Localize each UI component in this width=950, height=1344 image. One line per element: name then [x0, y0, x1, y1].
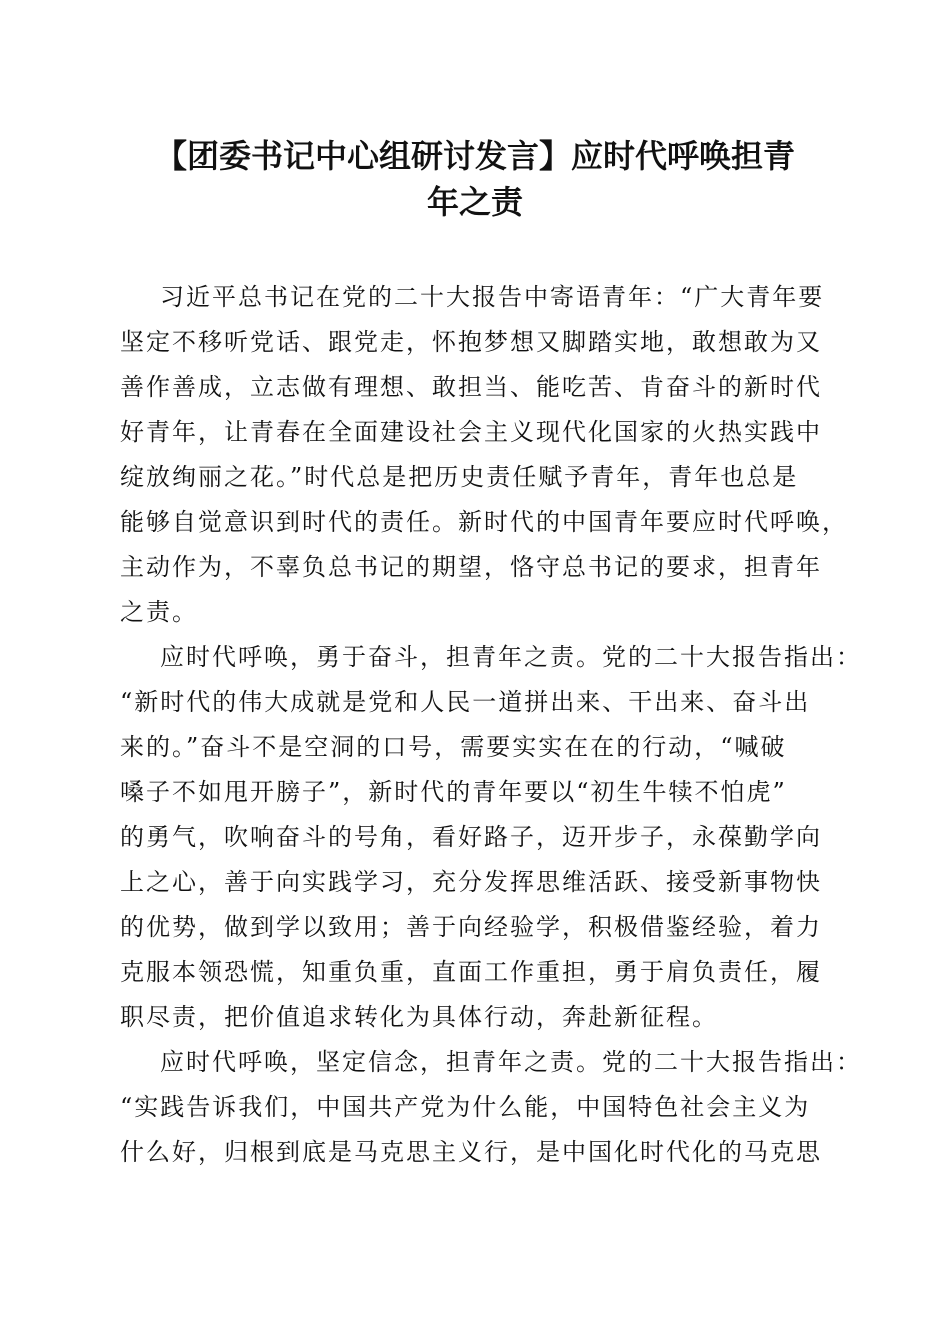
- page-title: [100, 133, 850, 225]
- paragraph-3: [120, 1040, 862, 1175]
- text-line: 的优势，做到学以致用；善于向经验学，积极借鉴经验，着力: [120, 913, 822, 941]
- text-line: “新时代的伟大成就是党和人民一道拼出来、干出来、奋斗出: [120, 688, 811, 716]
- text-line: 什么好，归根到底是马克思主义行，是中国化时代化的马克思: [120, 1138, 822, 1166]
- text-line: 坚定不移听党话、跟党走，怀抱梦想又脚踏实地，敢想敢为又: [120, 328, 822, 356]
- text-line: 习近平总书记在党的二十大报告中寄语青年：“广大青年要: [160, 283, 825, 311]
- document-body: [120, 275, 862, 1175]
- text-line: 应时代呼唤，坚定信念，担青年之责。党的二十大报告指出：: [160, 1048, 862, 1076]
- paragraph-2: [120, 635, 862, 1040]
- text-line: 能够自觉意识到时代的责任。新时代的中国青年要应时代呼唤，: [120, 508, 848, 536]
- paragraph-1: [120, 275, 848, 635]
- text-line: 的勇气，吹响奋斗的号角，看好路子，迈开步子，永葆勤学向: [120, 823, 822, 851]
- text-line: 应时代呼唤，勇于奋斗，担青年之责。党的二十大报告指出：: [160, 643, 862, 671]
- text-line: 绽放绚丽之花。”时代总是把历史责任赋予青年，青年也总是: [120, 463, 799, 491]
- title-line-2: 年之责: [426, 183, 523, 221]
- text-line: 主动作为，不辜负总书记的期望，恪守总书记的要求，担青年: [120, 553, 822, 581]
- text-line: 之责。: [120, 598, 198, 626]
- text-line: 职尽责，把价值追求转化为具体行动，奔赴新征程。: [120, 1003, 718, 1031]
- text-line: 好青年，让青春在全面建设社会主义现代化国家的火热实践中: [120, 418, 822, 446]
- text-line: “实践告诉我们，中国共产党为什么能，中国特色社会主义为: [120, 1093, 811, 1121]
- title-line-1: 【团委书记中心组研讨发言】应时代呼唤担青: [154, 137, 795, 175]
- text-line: 善作善成，立志做有理想、敢担当、能吃苦、肯奋斗的新时代: [120, 373, 822, 401]
- text-line: 来的。”奋斗不是空洞的口号，需要实实在在的行动，“喊破: [120, 733, 787, 761]
- text-line: 上之心，善于向实践学习，充分发挥思维活跃、接受新事物快: [120, 868, 822, 896]
- text-line: 克服本领恐慌，知重负重，直面工作重担，勇于肩负责任，履: [120, 958, 822, 986]
- text-line: 嗓子不如甩开膀子”，新时代的青年要以“初生牛犊不怕虎”: [120, 778, 787, 806]
